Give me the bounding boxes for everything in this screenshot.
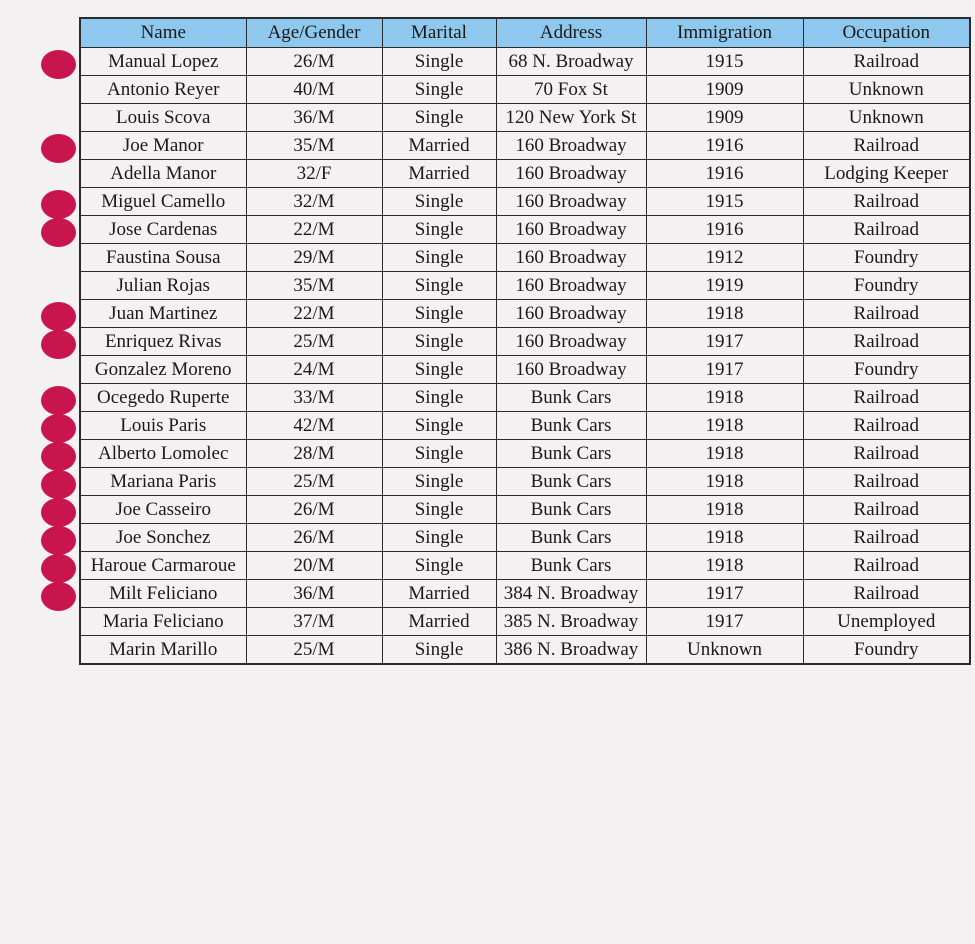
cell-name: Joe Casseiro <box>80 496 246 524</box>
cell-marital: Married <box>382 132 496 160</box>
cell-immigration: Unknown <box>646 636 803 665</box>
cell-immigration: 1916 <box>646 216 803 244</box>
cell-occupation: Railroad <box>803 48 970 76</box>
cell-name: Miguel Camello <box>80 188 246 216</box>
cell-age-gender: 29/M <box>246 244 382 272</box>
cell-occupation: Railroad <box>803 412 970 440</box>
table-body <box>80 48 970 665</box>
cell-marital: Single <box>382 76 496 104</box>
cell-immigration: 1918 <box>646 440 803 468</box>
cell-immigration: 1909 <box>646 104 803 132</box>
cell-name: Marin Marillo <box>80 636 246 665</box>
cell-immigration: 1918 <box>646 300 803 328</box>
row-marker-dot <box>41 134 76 163</box>
cell-marital: Single <box>382 328 496 356</box>
cell-marital: Single <box>382 552 496 580</box>
cell-address: 160 Broadway <box>496 356 646 384</box>
row-marker-dot <box>41 470 76 499</box>
table-row <box>80 356 970 384</box>
table-row <box>80 440 970 468</box>
header-age-gender: Age/Gender <box>246 18 382 48</box>
cell-name: Gonzalez Moreno <box>80 356 246 384</box>
cell-address: 120 New York St <box>496 104 646 132</box>
table-row <box>80 160 970 188</box>
table-row <box>80 552 970 580</box>
cell-address: Bunk Cars <box>496 440 646 468</box>
cell-immigration: 1917 <box>646 580 803 608</box>
cell-immigration: 1916 <box>646 160 803 188</box>
cell-age-gender: 42/M <box>246 412 382 440</box>
cell-marital: Married <box>382 608 496 636</box>
cell-address: 160 Broadway <box>496 300 646 328</box>
cell-marital: Single <box>382 356 496 384</box>
table-row <box>80 328 970 356</box>
cell-marital: Married <box>382 160 496 188</box>
cell-marital: Single <box>382 244 496 272</box>
cell-name: Faustina Sousa <box>80 244 246 272</box>
cell-occupation: Foundry <box>803 356 970 384</box>
cell-age-gender: 26/M <box>246 496 382 524</box>
cell-immigration: 1918 <box>646 524 803 552</box>
cell-age-gender: 32/M <box>246 188 382 216</box>
cell-address: 385 N. Broadway <box>496 608 646 636</box>
cell-address: Bunk Cars <box>496 496 646 524</box>
cell-age-gender: 33/M <box>246 384 382 412</box>
table-row <box>80 580 970 608</box>
table-header <box>80 18 970 48</box>
cell-marital: Single <box>382 188 496 216</box>
cell-immigration: 1918 <box>646 552 803 580</box>
cell-immigration: 1909 <box>646 76 803 104</box>
cell-address: 68 N. Broadway <box>496 48 646 76</box>
cell-immigration: 1918 <box>646 384 803 412</box>
cell-marital: Single <box>382 272 496 300</box>
cell-marital: Single <box>382 468 496 496</box>
cell-marital: Single <box>382 636 496 665</box>
cell-occupation: Railroad <box>803 440 970 468</box>
cell-address: Bunk Cars <box>496 384 646 412</box>
row-marker-dot <box>41 302 76 331</box>
cell-marital: Married <box>382 580 496 608</box>
cell-occupation: Foundry <box>803 272 970 300</box>
table-row <box>80 468 970 496</box>
cell-immigration: 1916 <box>646 132 803 160</box>
cell-marital: Single <box>382 524 496 552</box>
table-row <box>80 300 970 328</box>
header-name: Name <box>80 18 246 48</box>
cell-name: Haroue Carmaroue <box>80 552 246 580</box>
cell-immigration: 1918 <box>646 496 803 524</box>
row-marker-dot <box>41 190 76 219</box>
table-row <box>80 412 970 440</box>
table-row <box>80 244 970 272</box>
cell-occupation: Railroad <box>803 216 970 244</box>
cell-address: 160 Broadway <box>496 132 646 160</box>
cell-occupation: Railroad <box>803 580 970 608</box>
cell-age-gender: 25/M <box>246 636 382 665</box>
table-row <box>80 48 970 76</box>
census-table <box>79 17 971 665</box>
cell-occupation: Railroad <box>803 328 970 356</box>
cell-marital: Single <box>382 48 496 76</box>
cell-immigration: 1915 <box>646 188 803 216</box>
cell-immigration: 1918 <box>646 468 803 496</box>
row-marker-dot <box>41 50 76 79</box>
cell-occupation: Unknown <box>803 104 970 132</box>
cell-address: Bunk Cars <box>496 412 646 440</box>
header-marital: Marital <box>382 18 496 48</box>
cell-age-gender: 37/M <box>246 608 382 636</box>
cell-age-gender: 26/M <box>246 524 382 552</box>
cell-age-gender: 28/M <box>246 440 382 468</box>
cell-address: 160 Broadway <box>496 216 646 244</box>
row-marker-dot <box>41 554 76 583</box>
cell-immigration: 1912 <box>646 244 803 272</box>
cell-age-gender: 26/M <box>246 48 382 76</box>
cell-name: Jose Cardenas <box>80 216 246 244</box>
cell-name: Mariana Paris <box>80 468 246 496</box>
cell-name: Louis Paris <box>80 412 246 440</box>
cell-occupation: Railroad <box>803 524 970 552</box>
cell-name: Milt Feliciano <box>80 580 246 608</box>
cell-marital: Single <box>382 300 496 328</box>
cell-address: 160 Broadway <box>496 160 646 188</box>
cell-occupation: Railroad <box>803 552 970 580</box>
cell-occupation: Railroad <box>803 300 970 328</box>
cell-age-gender: 22/M <box>246 216 382 244</box>
cell-marital: Single <box>382 384 496 412</box>
cell-address: Bunk Cars <box>496 524 646 552</box>
row-marker-dot <box>41 414 76 443</box>
cell-address: 160 Broadway <box>496 188 646 216</box>
cell-immigration: 1917 <box>646 356 803 384</box>
cell-name: Julian Rojas <box>80 272 246 300</box>
table-row <box>80 188 970 216</box>
cell-occupation: Railroad <box>803 188 970 216</box>
cell-occupation: Railroad <box>803 468 970 496</box>
cell-occupation: Foundry <box>803 636 970 665</box>
cell-address: 160 Broadway <box>496 244 646 272</box>
cell-address: Bunk Cars <box>496 468 646 496</box>
table-row <box>80 524 970 552</box>
cell-age-gender: 22/M <box>246 300 382 328</box>
table-row <box>80 76 970 104</box>
table-row <box>80 496 970 524</box>
cell-name: Juan Martinez <box>80 300 246 328</box>
row-marker-dot <box>41 386 76 415</box>
cell-name: Joe Sonchez <box>80 524 246 552</box>
cell-age-gender: 25/M <box>246 468 382 496</box>
cell-occupation: Railroad <box>803 132 970 160</box>
table-row <box>80 272 970 300</box>
cell-immigration: 1919 <box>646 272 803 300</box>
row-marker-dot <box>41 498 76 527</box>
row-marker-dot <box>41 526 76 555</box>
cell-occupation: Foundry <box>803 244 970 272</box>
table-row <box>80 384 970 412</box>
cell-immigration: 1915 <box>646 48 803 76</box>
cell-name: Joe Manor <box>80 132 246 160</box>
cell-occupation: Railroad <box>803 384 970 412</box>
cell-age-gender: 36/M <box>246 104 382 132</box>
header-address: Address <box>496 18 646 48</box>
cell-age-gender: 35/M <box>246 272 382 300</box>
cell-address: Bunk Cars <box>496 552 646 580</box>
table-row <box>80 104 970 132</box>
cell-age-gender: 35/M <box>246 132 382 160</box>
table-row <box>80 608 970 636</box>
cell-address: 386 N. Broadway <box>496 636 646 665</box>
cell-age-gender: 32/F <box>246 160 382 188</box>
cell-name: Antonio Reyer <box>80 76 246 104</box>
cell-address: 384 N. Broadway <box>496 580 646 608</box>
cell-name: Maria Feliciano <box>80 608 246 636</box>
cell-age-gender: 24/M <box>246 356 382 384</box>
cell-occupation: Lodging Keeper <box>803 160 970 188</box>
cell-marital: Single <box>382 412 496 440</box>
cell-occupation: Unknown <box>803 76 970 104</box>
cell-name: Manual Lopez <box>80 48 246 76</box>
cell-name: Louis Scova <box>80 104 246 132</box>
cell-address: 70 Fox St <box>496 76 646 104</box>
cell-marital: Single <box>382 496 496 524</box>
cell-marital: Single <box>382 216 496 244</box>
header-occupation: Occupation <box>803 18 970 48</box>
header-immigration: Immigration <box>646 18 803 48</box>
cell-marital: Single <box>382 104 496 132</box>
row-marker-dot <box>41 218 76 247</box>
row-marker-dot <box>41 582 76 611</box>
table-row <box>80 132 970 160</box>
cell-name: Enriquez Rivas <box>80 328 246 356</box>
cell-age-gender: 40/M <box>246 76 382 104</box>
table-row <box>80 636 970 665</box>
table-row <box>80 216 970 244</box>
cell-address: 160 Broadway <box>496 272 646 300</box>
cell-marital: Single <box>382 440 496 468</box>
cell-immigration: 1917 <box>646 608 803 636</box>
cell-immigration: 1917 <box>646 328 803 356</box>
cell-name: Adella Manor <box>80 160 246 188</box>
cell-age-gender: 36/M <box>246 580 382 608</box>
cell-immigration: 1918 <box>646 412 803 440</box>
row-marker-dot <box>41 442 76 471</box>
cell-age-gender: 20/M <box>246 552 382 580</box>
cell-occupation: Railroad <box>803 496 970 524</box>
cell-name: Ocegedo Ruperte <box>80 384 246 412</box>
cell-occupation: Unemployed <box>803 608 970 636</box>
cell-address: 160 Broadway <box>496 328 646 356</box>
marker-dot-column <box>0 0 80 944</box>
row-marker-dot <box>41 330 76 359</box>
header-row <box>80 18 970 48</box>
cell-age-gender: 25/M <box>246 328 382 356</box>
cell-name: Alberto Lomolec <box>80 440 246 468</box>
